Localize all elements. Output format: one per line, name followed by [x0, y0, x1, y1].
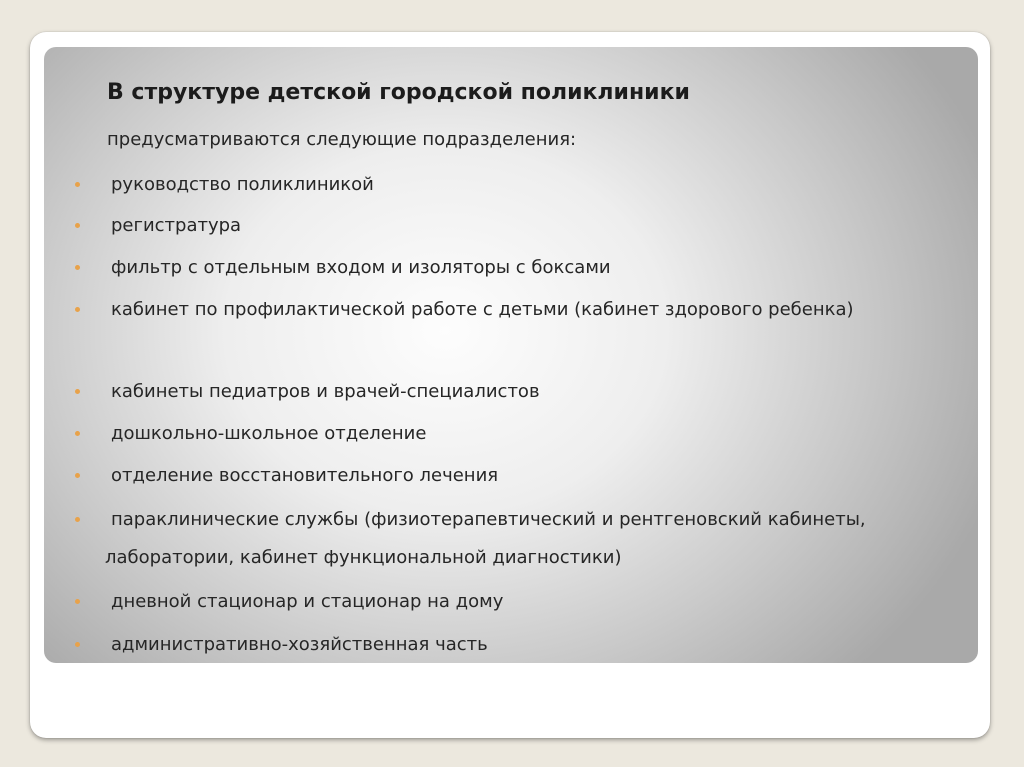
list-item-text: руководство поликлиникой	[111, 174, 374, 195]
bullet-icon	[75, 307, 80, 312]
list-item-text: дошкольно-школьное отделение	[111, 423, 427, 444]
list-item-text: регистратура	[111, 215, 242, 236]
bullet-icon	[75, 517, 80, 522]
bullet-icon	[75, 599, 80, 604]
list-item-text: отделение восстановительного лечения	[111, 465, 499, 486]
list-item-text: кабинеты педиатров и врачей-специалистов	[111, 381, 540, 402]
content-panel	[44, 47, 978, 663]
bullet-icon	[75, 389, 80, 394]
bullet-icon	[75, 265, 80, 270]
list-item-text: дневной стационар и стационар на дому	[111, 591, 504, 612]
slide-subtitle: предусматриваются следующие подразделения:	[107, 129, 577, 150]
slide-title: В структуре детской городской поликлиники	[107, 80, 690, 105]
bullet-icon	[75, 473, 80, 478]
bullet-icon	[75, 182, 80, 187]
list-item-text: параклинические службы (физиотерапевтический и рентгеновский кабинеты, лаборатории, кабинет функциональной диагностики)	[105, 509, 866, 568]
bullet-icon	[75, 431, 80, 436]
list-item-text: фильтр с отдельным входом и изоляторы с боксами	[111, 257, 611, 278]
list-item-text: административно-хозяйственная часть	[111, 634, 488, 655]
bullet-icon	[75, 223, 80, 228]
bullet-icon	[75, 642, 80, 647]
list-item-text: кабинет по профилактической работе с детьми (кабинет здорового ребенка)	[111, 299, 854, 320]
